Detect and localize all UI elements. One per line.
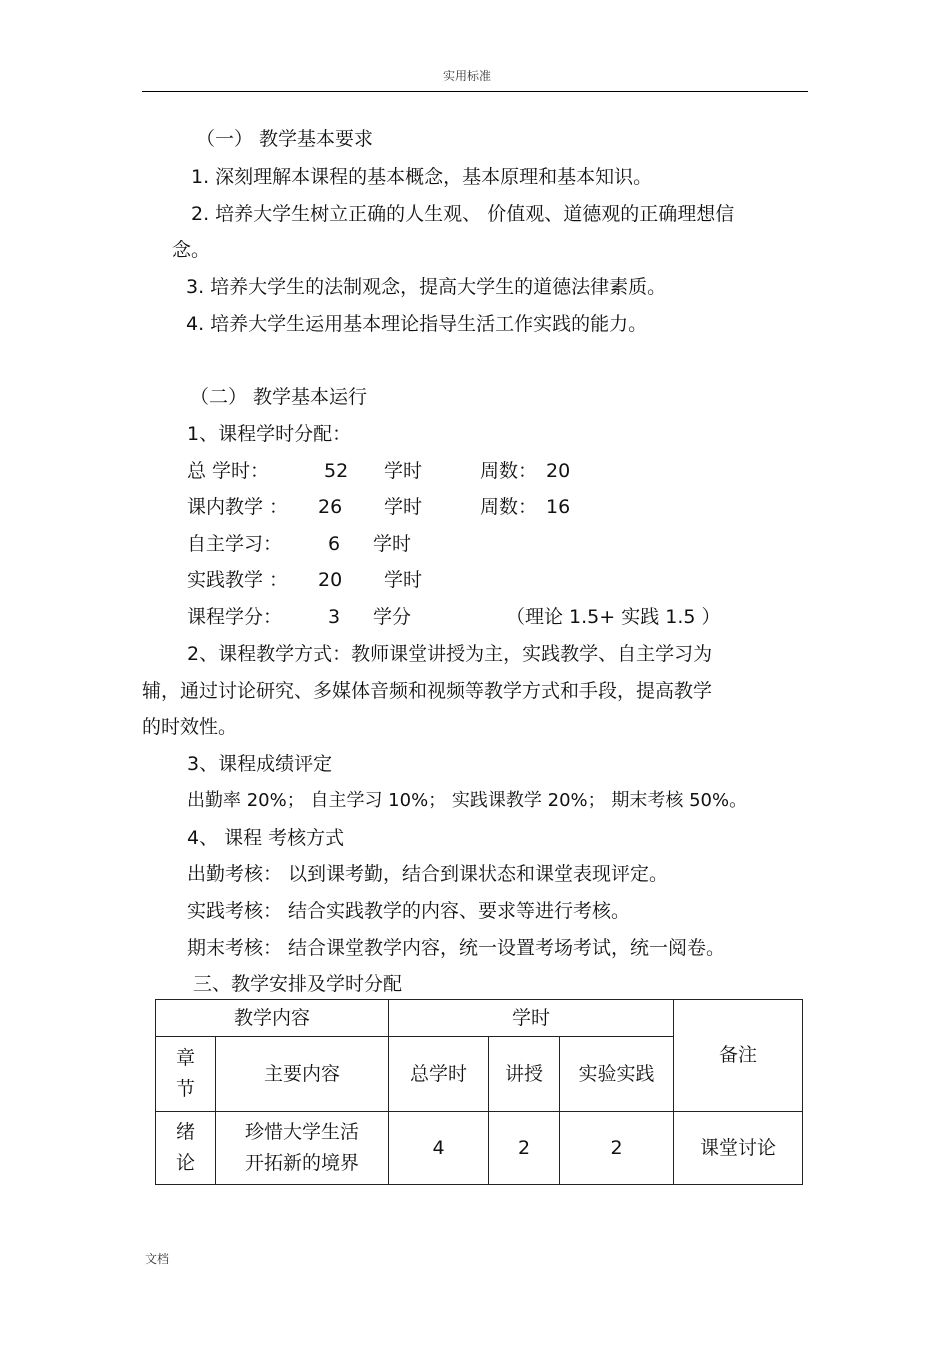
requirement-item-1: 1. 深刻理解本课程的基本概念，基本原理和基本知识。 bbox=[191, 166, 653, 188]
table-cell-practice bbox=[559, 1111, 674, 1185]
table-cell-lecture bbox=[488, 1111, 560, 1185]
assessment-practice: 实践考核： 结合实践教学的内容、要求等进行考核。 bbox=[187, 900, 631, 922]
requirement-item-3: 3. 培养大学生的法制观念，提高大学生的道德法律素质。 bbox=[186, 276, 667, 298]
credits-unit: 学分 bbox=[373, 606, 412, 628]
credits-value: 3 bbox=[328, 606, 341, 628]
table-cell-chapter-char-2: 论 bbox=[175, 1152, 195, 1174]
table-cell-chapter-char-1: 绪 bbox=[175, 1121, 195, 1143]
credits-label: 课程学分： bbox=[187, 606, 283, 628]
table-header-remarks-label: 备注 bbox=[718, 1044, 757, 1066]
requirement-item-2: 2. 培养大学生树立正确的人生观、 价值观、道德观的正确理想信 bbox=[191, 203, 735, 225]
total-weeks-value: 20 bbox=[546, 460, 571, 482]
teaching-method-line-1: 2、课程教学方式：教师课堂讲授为主，实践教学、自主学习为 bbox=[187, 643, 713, 665]
section1-heading: （一） 教学基本要求 bbox=[196, 128, 374, 150]
table-cell-total-value: 4 bbox=[432, 1136, 445, 1159]
teaching-method-line-2: 辅，通过讨论研究、多媒体音频和视频等教学方式和手段，提高教学 bbox=[142, 680, 713, 702]
table-header-hours-label: 学时 bbox=[511, 1006, 550, 1029]
total-weeks-label: 周数： bbox=[480, 460, 538, 482]
requirement-item-2-continued: 念。 bbox=[172, 239, 211, 261]
teaching-method-line-3: 的时效性。 bbox=[142, 716, 238, 738]
table-col-main bbox=[215, 1036, 389, 1112]
table-col-chapter-char-1: 章 bbox=[175, 1047, 195, 1069]
total-hours-unit: 学时 bbox=[384, 460, 423, 482]
self-study-hours-label: 自主学习： bbox=[187, 533, 283, 555]
hours-allocation-title: 1、课程学时分配： bbox=[187, 423, 352, 445]
table-cell-remarks bbox=[673, 1111, 803, 1185]
in-class-hours-value: 26 bbox=[318, 496, 343, 518]
table-col-total-label: 总学时 bbox=[409, 1062, 467, 1085]
table-col-chapter-char-2: 节 bbox=[175, 1078, 195, 1100]
total-hours-label: 总 学时： bbox=[187, 460, 270, 482]
self-study-hours-unit: 学时 bbox=[373, 533, 412, 555]
in-class-hours-unit: 学时 bbox=[384, 496, 423, 518]
table-col-main-label: 主要内容 bbox=[263, 1062, 340, 1085]
grading-detail: 出勤率 20%； 自主学习 10%； 实践课教学 20%； 期末考核 50%。 bbox=[187, 790, 748, 811]
table-cell-lecture-value: 2 bbox=[517, 1136, 531, 1159]
in-class-weeks-label: 周数： bbox=[480, 496, 538, 518]
in-class-hours-label: 课内教学 ： bbox=[187, 496, 289, 518]
table-cell-practice-value: 2 bbox=[610, 1136, 623, 1159]
assessment-attendance: 出勤考核： 以到课考勤，结合到课状态和课堂表现评定。 bbox=[187, 863, 669, 885]
assessment-title: 4、 课程 考核方式 bbox=[187, 827, 345, 849]
in-class-weeks-value: 16 bbox=[546, 496, 571, 518]
table-cell-main bbox=[215, 1111, 389, 1185]
table-col-practice-label: 实验实践 bbox=[578, 1062, 655, 1085]
table-col-chapter bbox=[155, 1036, 216, 1112]
assessment-final: 期末考核： 结合课堂教学内容，统一设置考场考试，统一阅卷。 bbox=[187, 937, 726, 959]
total-hours-value: 52 bbox=[324, 460, 349, 482]
table-col-total bbox=[388, 1036, 489, 1112]
table-cell-main-line-2: 开拓新的境界 bbox=[244, 1152, 359, 1174]
table-col-lecture bbox=[488, 1036, 560, 1112]
self-study-hours-value: 6 bbox=[328, 533, 341, 555]
table-cell-chapter bbox=[155, 1111, 216, 1185]
table-header-content bbox=[155, 999, 389, 1037]
page-footer-label: 文档 bbox=[145, 1252, 170, 1266]
practice-hours-value: 20 bbox=[318, 569, 343, 591]
requirement-item-4: 4. 培养大学生运用基本理论指导生活工作实践的能力。 bbox=[186, 313, 648, 335]
table-header-hours bbox=[388, 999, 674, 1037]
credits-note: （理论 1.5+ 实践 1.5 ） bbox=[506, 606, 721, 628]
page-header-title: 实用标准 bbox=[443, 69, 492, 83]
table-header-content-label: 教学内容 bbox=[233, 1006, 310, 1029]
table-header-remarks bbox=[673, 999, 803, 1112]
table-col-lecture-label: 讲授 bbox=[504, 1062, 543, 1085]
section3-heading: 三、教学安排及学时分配 bbox=[193, 973, 403, 995]
table-cell-remarks-value: 课堂讨论 bbox=[699, 1136, 776, 1159]
section2-heading: （二） 教学基本运行 bbox=[190, 386, 368, 408]
header-rule bbox=[142, 91, 808, 92]
table-cell-total bbox=[388, 1111, 489, 1185]
grading-title: 3、课程成绩评定 bbox=[187, 753, 333, 775]
practice-hours-unit: 学时 bbox=[384, 569, 423, 591]
table-cell-main-line-1: 珍惜大学生活 bbox=[244, 1121, 359, 1143]
table-col-practice bbox=[559, 1036, 674, 1112]
practice-hours-label: 实践教学 ： bbox=[187, 569, 289, 591]
